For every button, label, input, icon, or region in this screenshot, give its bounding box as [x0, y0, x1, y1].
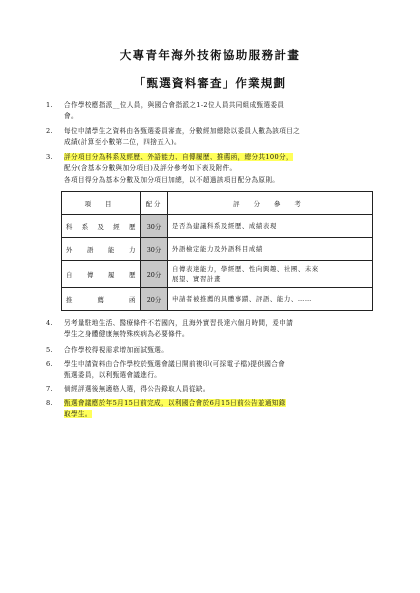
item-continuation: 各項目得分為基本分數及加分項目加總，以不超過該項目配分為原則。 — [64, 176, 280, 184]
item-continuation: 配分(含基本分數與加分項目)及評分參考如下表及附件。 — [64, 164, 237, 172]
cell-score: 30分 — [141, 215, 168, 238]
header-item: 項 目 — [62, 192, 141, 215]
item-number: 8. — [46, 399, 53, 407]
item-text: 合作學校得視需求增加面試甄選。 — [64, 346, 169, 354]
cell-item: 外語能力 — [62, 238, 141, 261]
item-text: 合作學校應指派__位人員，與國合會指派之1-2位人員共同組成甄選委員 會。 — [64, 101, 285, 120]
item-text: 另考量駐地生活、醫療條件不若國內，且海外實習長達六個月時間，爰申請 學生之身體健康無特殊疾病為必要條件。 — [64, 319, 294, 338]
cell-item: 自傳履歷 — [62, 261, 141, 288]
item-text-highlighted: 評分項目分為科系及經歷、外語能力、自傳履歷、推薦函，總分共100分， — [64, 153, 293, 161]
table-row — [62, 261, 373, 288]
header-reference: 評 分 參 考 — [168, 192, 373, 215]
header-score: 配分 — [141, 192, 168, 215]
document-subtitle: 「甄選資料審查」作業規劃 — [133, 76, 287, 90]
item-number: 5. — [46, 346, 53, 354]
cell-reference: 是否為建議科系及經歷、成績表現 — [168, 215, 373, 238]
cell-score: 20分 — [141, 261, 168, 288]
item-number: 7. — [46, 385, 53, 393]
item-number: 6. — [46, 360, 53, 368]
item-text: 學生申請資料由合作學校於甄選會議日開前複印(可採電子檔)提供國合會 甄選委員，以利甄選會議進行。 — [64, 360, 286, 379]
cell-reference: 外語檢定能力及外語科目成績 — [168, 238, 373, 261]
table-row — [62, 215, 373, 238]
item-number: 4. — [46, 319, 53, 327]
table-header-row — [62, 192, 373, 215]
cell-score: 20分 — [141, 288, 168, 311]
item-number: 1. — [46, 101, 53, 109]
cell-score: 30分 — [141, 238, 168, 261]
cell-reference: 申請者被推薦的具體事蹟、評語、能力、…… — [168, 288, 373, 311]
item-text: 每位申請學生之資料由各甄選委員審查，分數經加總除以委員人數為該項目之 成績(計算至小數第二位，四捨五入)。 — [64, 127, 301, 146]
item-number: 3. — [46, 153, 53, 161]
item-number: 2. — [46, 127, 53, 135]
document-title: 大專青年海外技術協助服務計畫 — [119, 48, 301, 62]
table-row — [62, 288, 373, 311]
cell-item: 推薦函 — [62, 288, 141, 311]
cell-reference: 自傳表達能力，學經歷、性向興趣、社團、未來 展望、實習計畫 — [168, 261, 373, 288]
item-text: 倘經評選後無適格人選，得公告錄取人員從缺。 — [64, 385, 210, 393]
cell-item: 科系及經歷 — [62, 215, 141, 238]
table-row — [62, 238, 373, 261]
scoring-table — [61, 191, 373, 311]
item-text-highlighted: 甄選會議應於年5月15日前完成，以利國合會於6月15日前公告並通知錄 取學生。 — [64, 399, 286, 418]
